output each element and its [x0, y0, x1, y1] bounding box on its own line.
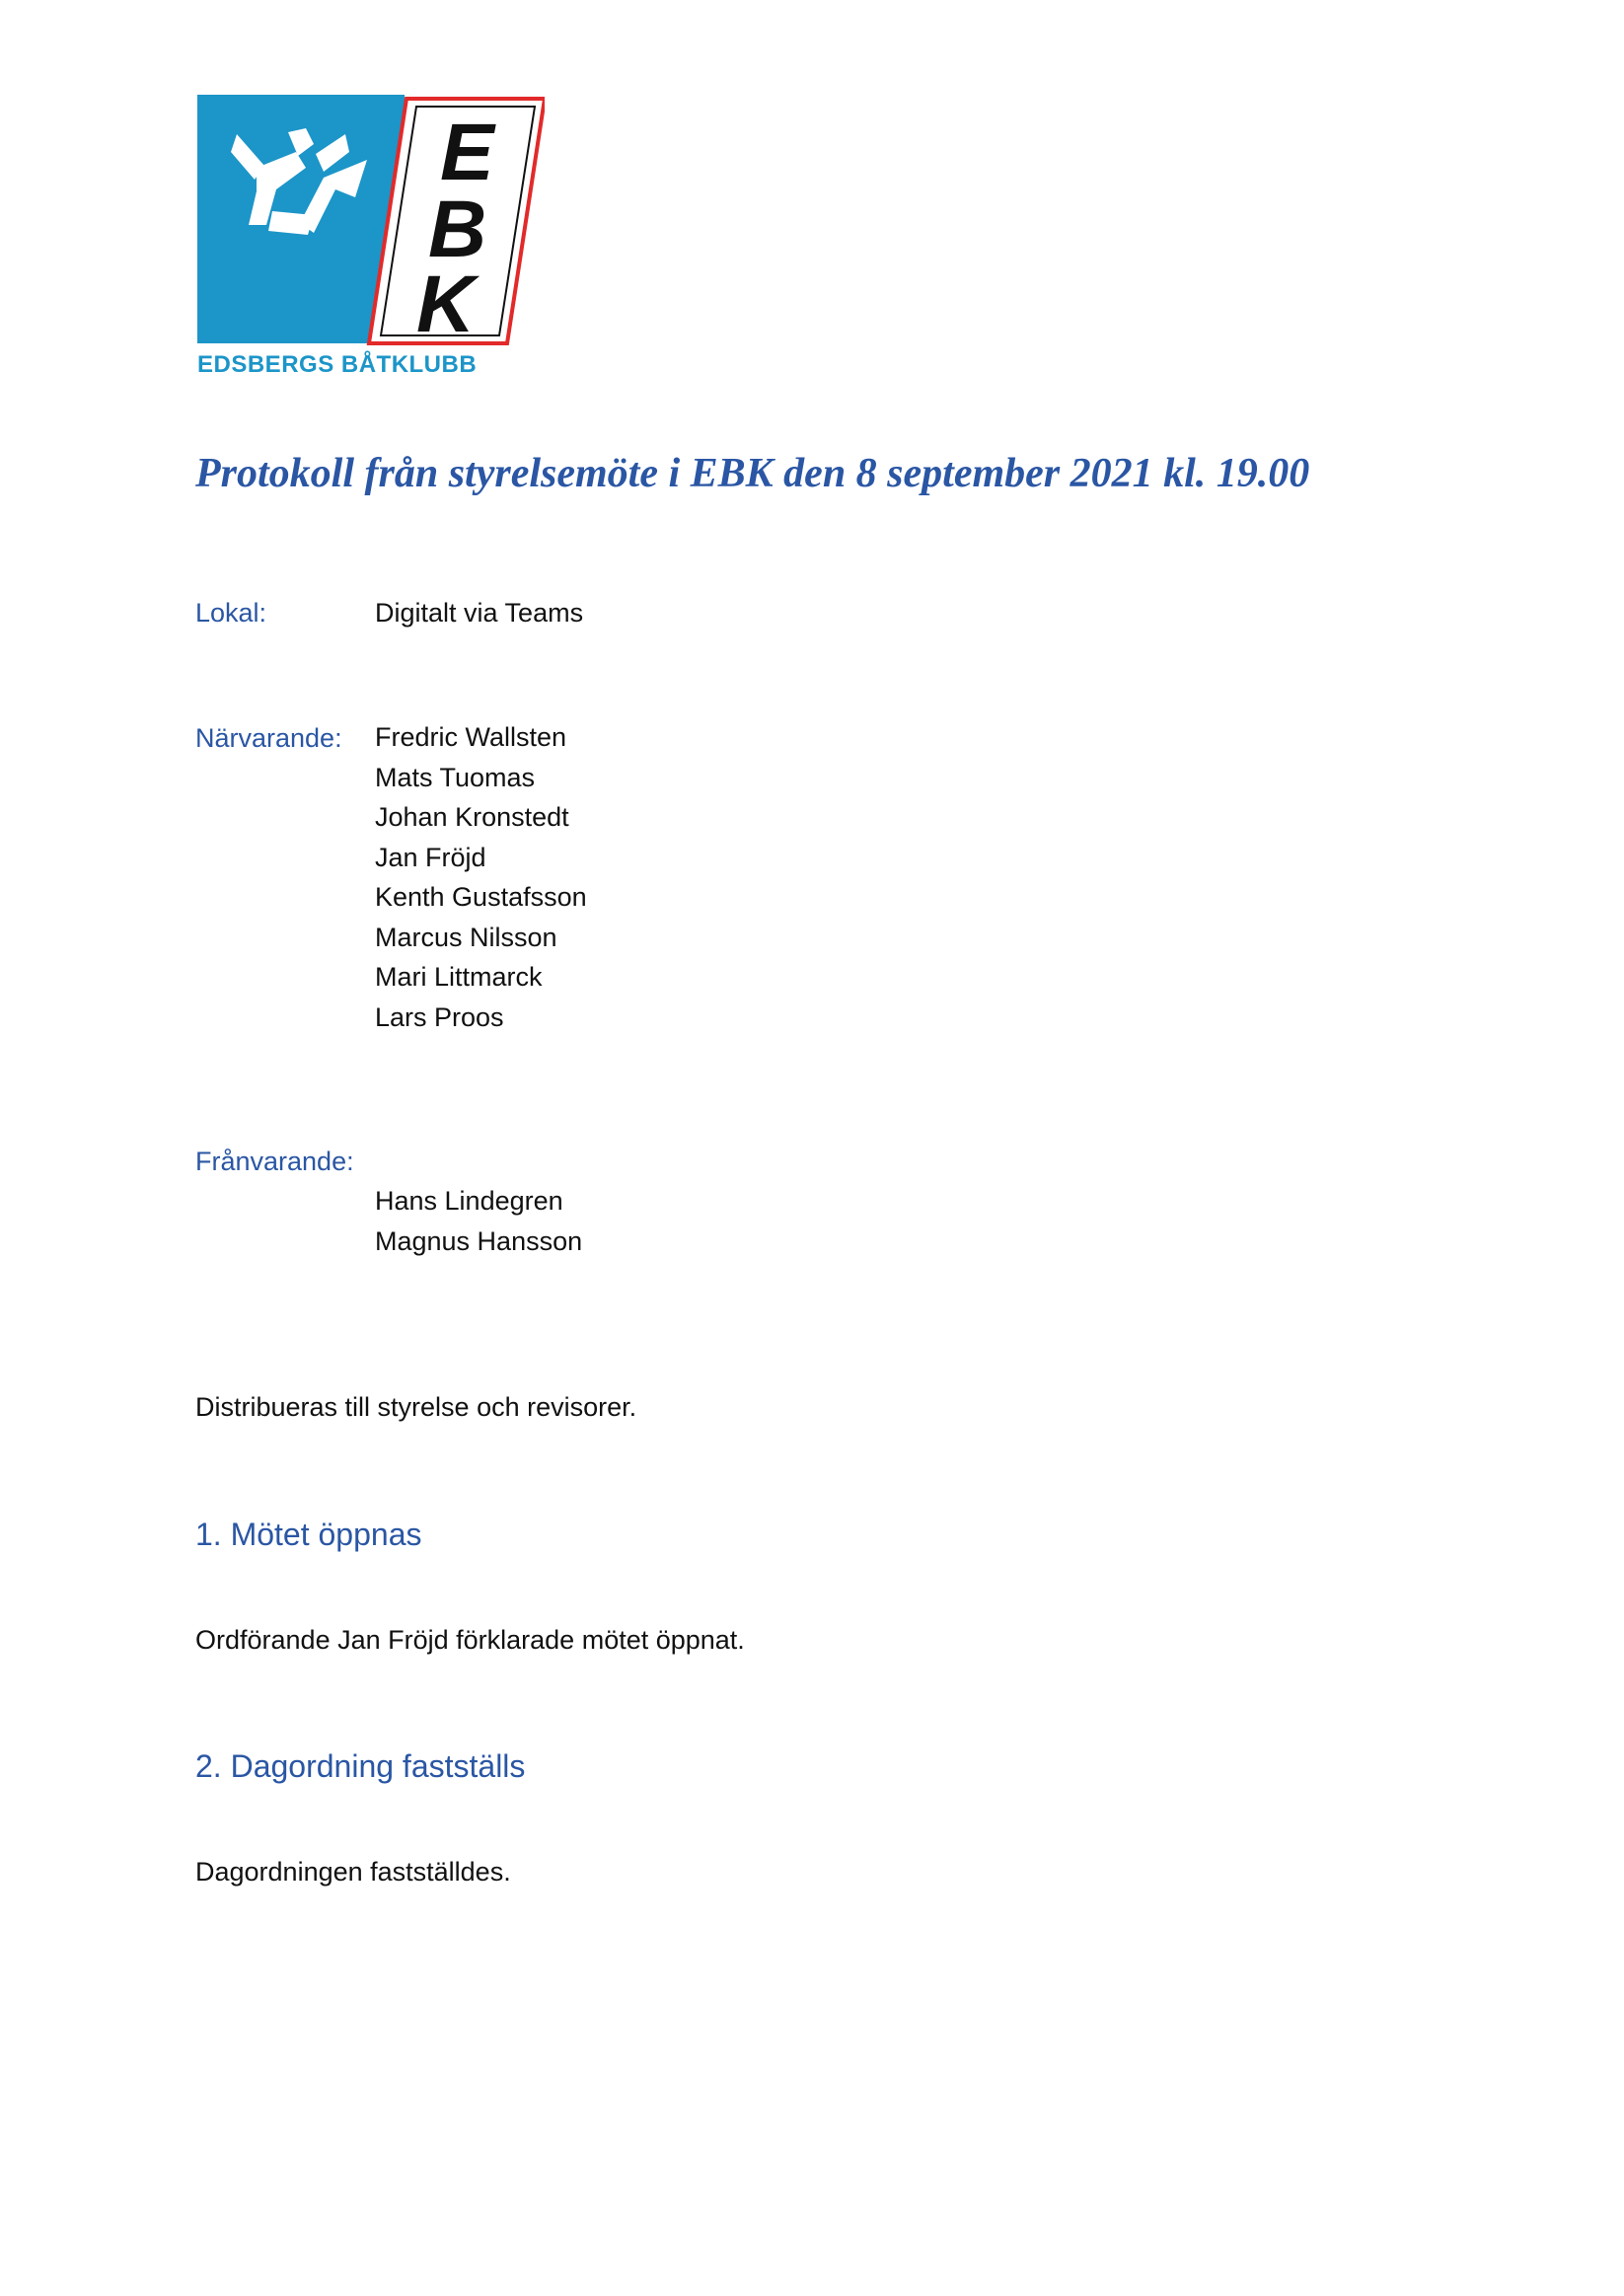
section-heading: 1. Mötet öppnas — [195, 1517, 422, 1552]
logo-letter-k: K — [416, 259, 476, 349]
absent-label: Frånvarande: — [195, 1147, 354, 1176]
present-name: Mari Littmarck — [375, 962, 543, 992]
present-name: Fredric Wallsten — [375, 722, 567, 752]
present-name: Marcus Nilsson — [375, 922, 557, 952]
logo-caption: EDSBERGS BÅTKLUBB — [197, 351, 478, 378]
club-logo — [197, 95, 545, 391]
present-list — [375, 717, 587, 1037]
absent-name: Hans Lindegren — [375, 1186, 563, 1216]
present-name: Mats Tuomas — [375, 762, 536, 792]
ebk-logo-graphic — [197, 95, 545, 351]
lokal-value: Digitalt via Teams — [375, 598, 584, 628]
present-name: Jan Fröjd — [375, 842, 486, 872]
present-name: Kenth Gustafsson — [375, 882, 587, 912]
logo-letter-b: B — [428, 185, 487, 274]
distribution-note: Distribueras till styrelse och revisorer. — [195, 1392, 637, 1422]
present-name: Lars Proos — [375, 1001, 504, 1032]
section-body: Ordförande Jan Fröjd förklarade mötet öppnat. — [195, 1625, 745, 1655]
page-title: Protokoll från styrelsemöte i EBK den 8 september 2021 kl. 19.00 — [195, 451, 1310, 496]
present-label: Närvarande: — [195, 723, 342, 753]
logo-letter-e: E — [440, 108, 494, 197]
present-name: Johan Kronstedt — [375, 802, 569, 832]
section-heading: 2. Dagordning fastställs — [195, 1748, 526, 1784]
section-body: Dagordningen fastställdes. — [195, 1857, 511, 1887]
absent-list — [375, 1181, 582, 1261]
absent-name: Magnus Hansson — [375, 1225, 583, 1256]
lokal-label: Lokal: — [195, 598, 267, 628]
